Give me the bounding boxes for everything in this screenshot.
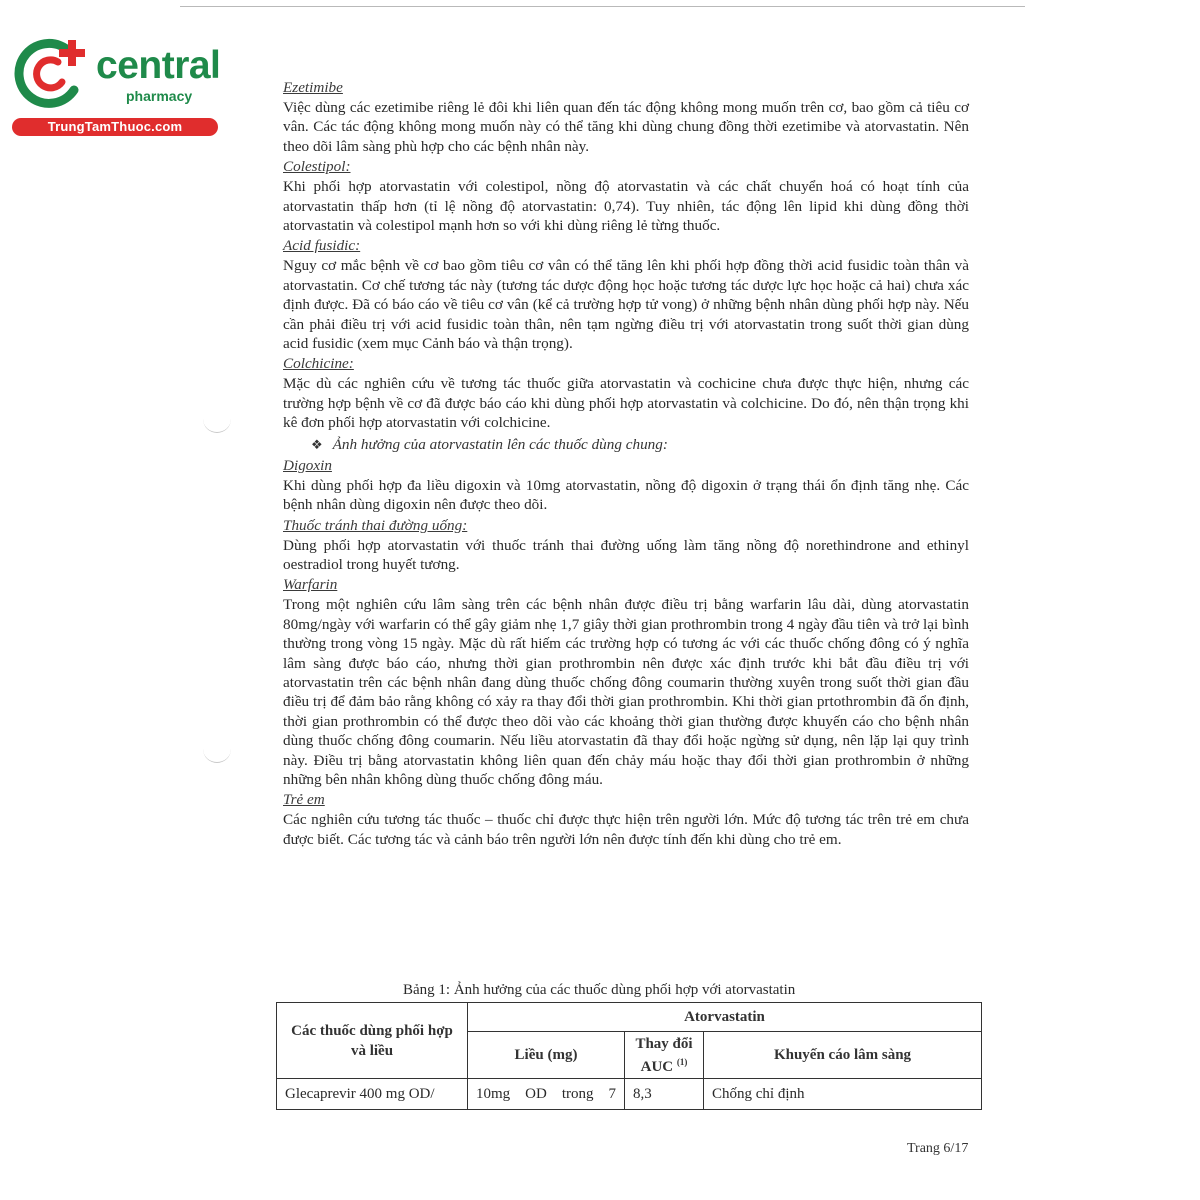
paragraph-digoxin: Khi dùng phối hợp đa liều digoxin và 10mg atorvastatin, nồng độ digoxin ở trạng thái ổn định tăng nhẹ. Các bệnh nhân dùng digoxin nên được theo dõi. [283,476,969,514]
logo-site: TrungTamThuoc.com [12,118,218,136]
cell-rec: Chống chỉ định [704,1079,982,1110]
cell-dose: 10mg OD trong 7 [468,1079,625,1110]
document-body [283,78,969,850]
paragraph-children: Các nghiên cứu tương tác thuốc – thuốc chỉ được thực hiện trên người lớn. Mức độ tương tác trên trẻ em chưa được biết. Các tương tác và cảnh báo trên người lớn nên được tính đến khi dùng cho trẻ em. [283,811,969,848]
logo-brand: central [96,44,221,87]
paragraph-acid-fusidic: Nguy cơ mắc bệnh về cơ bao gồm tiêu cơ vân có thể tăng lên khi phối hợp đồng thời acid fusidic toàn thân và atorvastatin. Cơ chế tương tác này (tương tác dược động học hoặc tương tác dược lực học hoặc cả hai) chưa xác định được. Đã có báo cáo về tiêu cơ vân (kể cả trường hợp tử vong) ở những bệnh nhân dùng phối hợp này. Nếu cần phải điều trị với acid fusidic toàn thân, nên tạm ngừng điều trị với atorvastatin trong suốt thời gian dùng acid fusidic (xem mục Cảnh báo và thận trọng). [283,257,969,353]
heading-digoxin: Digoxin [283,456,332,474]
paragraph-warfarin: Trong một nghiên cứu lâm sàng trên các bệnh nhân được điều trị bằng warfarin lâu dài, dùng atorvastatin 80mg/ngày với warfarin có thể gây giảm nhẹ 1,7 giây thời gian prothrombin trong 4 ngày đầu tiên và trở lại bình thường trong vòng 15 ngày. Mặc dù rất hiếm các trường hợp có tương ác với các thuốc chống đông có ý nghĩa lâm sàng được báo cáo, nhưng thời gian prothrombin nên được xác định trước khi bắt đầu điều trị với atorvastatin trên các bệnh nhân đang dùng thuốc chống đông coumarin thường xuyên trong suốt thời gian đầu điều trị để đảm bảo rằng không có xảy ra thay đổi thời gian prothrombin. Khi thời gian prtothrombin đã ổn định, thời gian prothrombin có thể được theo dõi vào các khoảng thời gian thường được khuyến cáo cho bệnh nhân dùng thuốc chống đông coumarin. Nếu liều atorvastatin đã thay đổi hoặc ngừng sử dụng, nên lặp lại quy trình này. Điều trị bằng atorvastatin không liên quan đến chảy máu hoặc thay đổi thời gian prothrombin ở những những bên nhân không dùng thuốc chống đông máu. [283,596,969,788]
paragraph-colchicine: Mặc dù các nghiên cứu về tương tác thuốc giữa atorvastatin và cochicine chưa được thực hiện, nhưng các trường hợp bệnh về cơ đã được báo cáo khi dùng phối hợp atorvastatin và colchicine. Do đó, nên thận trọng khi kê đơn phối hợp atorvastatin với colchicine. [283,375,969,432]
interaction-table [276,1002,982,1110]
heading-colchicine: Colchicine: [283,355,354,373]
heading-acid-fusidic: Acid fusidic: [283,237,361,255]
punch-hole-mark [203,748,231,763]
col-rec-header: Khuyến cáo lâm sàng [704,1032,982,1079]
cell-auc: 8,3 [625,1079,704,1110]
col-drug-header: Các thuốc dùng phối hợp và liều [277,1003,468,1079]
heading-colestipol: Colestipol: [283,158,351,176]
heading-warfarin: Warfarin [283,576,338,594]
logo-sub: pharmacy [126,88,193,104]
diamond-bullet-icon: ❖ [311,436,323,452]
table-row [277,1079,982,1110]
col-dose-header: Liều (mg) [468,1032,625,1079]
paragraph-oral-contraceptive: Dùng phối hợp atorvastatin với thuốc tránh thai đường uống làm tăng nồng độ norethindrone and ethinyl oestradiol trong huyết tương. [283,536,969,573]
paragraph-colestipol: Khi phối hợp atorvastatin với colestipol, nồng độ atorvastatin và các chất chuyển hoá có hoạt tính của atorvastatin thấp hơn (tỉ lệ nồng độ atorvastatin: 0,74). Tuy nhiên, tác động lên lipid khi dùng đồng thời atorvastatin và colestipol mạnh hơn so với khi dùng riêng lẻ từng thuốc. [283,178,969,235]
table-caption: Bảng 1: Ảnh hưởng của các thuốc dùng phối hợp với atorvastatin [403,982,796,998]
heading-children: Trẻ em [283,791,325,809]
pharmacy-logo[interactable] [8,36,221,136]
bullet-text: Ảnh hưởng của atorvastatin lên các thuốc dùng chung: [332,435,668,453]
bullet-heading [311,434,969,456]
punch-hole-mark [203,418,231,433]
col-auc-label: Thay đổi AUC [635,1035,693,1075]
table-header-row [277,1003,982,1032]
heading-oral-contraceptive: Thuốc tránh thai đường uống: [283,516,468,534]
col-group-header: Atorvastatin [468,1003,982,1032]
paragraph-ezetimibe: Việc dùng các ezetimibe riêng lẻ đôi khi liên quan đến tác động không mong muốn trên cơ, bao gồm cả tiêu cơ vân. Các tác động không mong muốn này có thể tăng khi dùng chung đồng thời ezetimibe và atorvastatin. Nên theo dõi lâm sàng phù hợp cho các bệnh nhân này. [283,99,969,155]
page-number: Trang 6/17 [907,1141,969,1156]
top-rule [180,6,1025,7]
central-pharmacy-logo-icon [12,38,92,108]
heading-ezetimibe: Ezetimibe [283,79,343,96]
col-auc-footnote: (1) [676,1056,688,1067]
cell-drug: Glecaprevir 400 mg OD/ [277,1079,468,1110]
col-auc-header [625,1032,704,1079]
